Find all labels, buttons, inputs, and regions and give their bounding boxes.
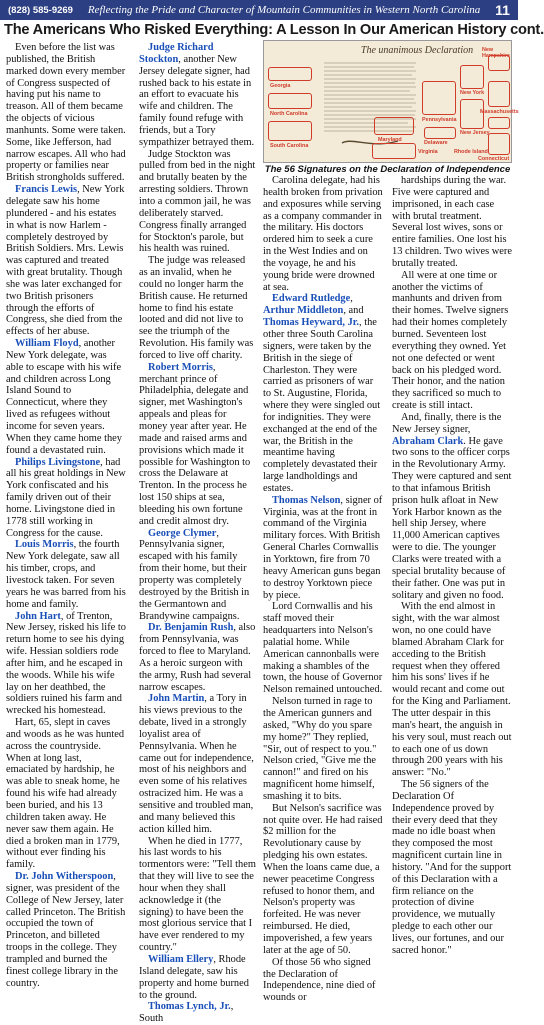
figure-caption: The 56 Signatures on the Declaration of Independence [264, 164, 511, 175]
paragraph-text: , Rhode Island delegate, saw his property and home burned to the ground. [139, 953, 249, 1001]
paragraph: Even before the list was published, the British marked down every member of Congress suspected of having put his name to treason. All of them became the objects of vicious manhunts. Some were taken. Some, like Jefferson, had narrow escapes. All who had property or families near British strongholds suffered. [6, 42, 126, 184]
paragraph: The judge was released as an invalid, when he could no longer harm the British cause. He returned home to find his estate looted and did not live to see the triumph of the Revolution. His family was forced to live off charity. [139, 255, 254, 361]
paragraph [139, 528, 256, 623]
paragraph: hardships during the war. Five were captured and imprisoned, in each case with brutal treatment. Several lost wives, sons or entire families. One lost his 13 children. Two wives were brutally treated. [392, 175, 512, 269]
paragraph: Carolina delegate, had his health broken from privation and exposures while serving as a company commander in the military. His doctors ordered him to seek a cure in the West Indies and on the voyage, he and his young bride were drowned at sea. [263, 175, 383, 293]
signature-box-rhode-island [488, 117, 510, 129]
state-label: New York [460, 90, 485, 96]
paragraph: Of those 56 who signed the Declaration of Independence, nine died of wounds or [263, 956, 376, 1004]
signature-box-north-carolina [268, 93, 312, 109]
signer-name: Arthur Middleton [263, 305, 344, 317]
page-number: 11 [495, 2, 510, 18]
signer-name: Thomas Lynch, Jr. [148, 1001, 231, 1013]
signer-name: Francis Lewis [15, 184, 78, 196]
tagline: Reflecting the Pride and Character of Mountain Communities in Western North Carolina [87, 4, 481, 16]
paragraph-text: , the fourth New York delegate, saw all his timber, crops, and livestock taken. For seven years he was barred from his home and family. [6, 539, 126, 610]
state-label: Maryland [378, 137, 402, 143]
article-column-3 [263, 175, 383, 1004]
paragraph [392, 412, 512, 602]
paragraph-text: , merchant prince of Philadelphia, delegate and signer, met Washington's appeals and pleas for money year after year. He made and raised arms and provisions which made it possible for Washington to cross the Delaware at Trenton. In the process he lost 150 ships at sea, bleeding his own fortune and credit almost dry. [139, 361, 251, 527]
paragraph [139, 693, 256, 835]
signer-name: George Clymer [148, 527, 217, 539]
masthead-bar [0, 0, 518, 20]
paragraph-text: , the other three South Carolina signers, were taken by the British in the siege of Charleston. They were carried as prisoners of war to St. Augustine, Florida, where they were singled out for indignities. They were exchanged at the end of the war, the British in the meantime having completely devastated their large landholdings and estates. [263, 317, 381, 494]
signer-name: Thomas Heyward, Jr. [263, 317, 360, 329]
signature-box-maryland [374, 117, 414, 135]
signature-box-south-carolina [268, 121, 312, 141]
signature-box-connecticut [488, 133, 510, 155]
state-label: South Carolina [270, 143, 309, 149]
paragraph [6, 338, 126, 456]
paragraph [6, 611, 126, 718]
paragraph [263, 293, 383, 494]
paragraph [139, 362, 256, 528]
document-title: The unanimous Declaration [360, 45, 474, 56]
paragraph: Lord Cornwallis and his staff moved their headquarters into Nelson's palatial home. While American cannonballs were making a shambles of the town, the house of Governor Nelson remained untouched. [263, 601, 383, 696]
signer-name: Abraham Clark [392, 435, 464, 447]
state-label: Georgia [270, 83, 291, 89]
paragraph [6, 184, 126, 338]
paragraph: When he died in 1777, his last words to his tormentors were: "Tell them that they will live to see the hour when they shall acknowledge it (the signing) to have been the most glorious service that I have ever rendered to my country." [139, 835, 256, 954]
signature-box-delaware [424, 127, 456, 139]
signature-box-massachusetts [488, 81, 510, 107]
paragraph-text: , South [139, 1001, 234, 1025]
paragraph [6, 457, 126, 540]
paragraph-text: , another New York delegate, was able to escape with his wife and children across Long Island Sound to Connecticut, where they lived as refugees without income for seven years. When they came home they found a devastated ruin. [6, 338, 122, 456]
separator: , [350, 293, 353, 305]
state-label: Virginia [418, 149, 438, 155]
state-label: New Hampshire [482, 47, 510, 59]
signer-name: William Ellery [148, 953, 214, 965]
signer-name: Dr. Benjamin Rush [148, 622, 234, 634]
paragraph-text: , signer, was president of the College of New Jersey, later called Princeton. The British occupied the town of Princeton, and billeted troops in the college. They trampled and burned the finest college library in the country. [6, 871, 126, 989]
paragraph-text: And, finally, there is the New Jersey signer, [392, 411, 502, 435]
signer-name: Edward Rutledge [272, 293, 351, 305]
paragraph [139, 622, 256, 693]
signature-box-virginia [372, 143, 416, 159]
article-column-2 [139, 42, 256, 1025]
declaration-figure [263, 40, 519, 175]
state-label: Connecticut [478, 156, 510, 162]
signer-name: Judge Richard Stockton [139, 42, 214, 65]
state-label: North Carolina [270, 111, 308, 117]
signature-box-georgia [268, 67, 312, 81]
signer-name: Thomas Nelson [272, 494, 341, 506]
paragraph: All were at one time or another the victims of manhunts and driven from their homes. Twelve signers had their homes completely burned. Seventeen lost everything they owned. Yet not one defected or went back on his pledged word. Their honor, and the nation they sacrificed so much to create is still intact. [392, 269, 509, 412]
state-label: Rhode Island [454, 149, 488, 155]
signature-box-new-york [460, 65, 484, 89]
paragraph [139, 42, 256, 149]
paragraph [6, 539, 126, 610]
signer-name: William Floyd [15, 338, 79, 350]
paragraph-text: , also from Pennsylvania, was forced to flee to Maryland. As a heroic surgeon with the army, Rush had several narrow escapes. [139, 622, 256, 693]
separator: , and [343, 305, 364, 317]
state-label: Delaware [424, 140, 448, 146]
signature-box-pennsylvania [422, 81, 456, 115]
state-label: Pennsylvania [422, 117, 457, 123]
declaration-image [263, 40, 519, 163]
article-column-1 [6, 42, 126, 989]
signer-name: Robert Morris [148, 361, 213, 373]
paragraph-text: , had all his great holdings in New York confiscated and his family driven out of their home. Livingstone died in 1778 still working in Congress for the cause. [6, 456, 126, 539]
state-label: Massachusetts [480, 109, 519, 115]
paragraph-text: , another New Jersey delegate signer, had rushed back to his estate in an effort to evacuate his wife and children. The family found refuge with friends, but a Tory sympathizer betrayed them. [139, 53, 255, 148]
paragraph: Hart, 65, slept in caves and woods as he was hunted across the countryside. When at long last, emaciated by hardship, he was able to sneak home, he found his wife had already been buried, and his 13 children taken away. He never saw them again. He died a broken man in 1779, without ever finding his family. [6, 717, 125, 871]
article-headline: The Americans Who Risked Everything: A Lesson In Our American History cont. [4, 22, 544, 38]
paragraph-text: , signer of Virginia, was at the front in command of the Virginia military forces. With British General Charles Cornwallis in Yorktown, fire from 70 heavy American guns began to destroy Yorktown piece by piece. [263, 494, 383, 601]
state-label: New Jersey [460, 130, 490, 136]
signer-name: Louis Morris [15, 539, 74, 551]
paragraph-text: , Pennsylvania signer, escaped with his family from their home, but their property was completely destroyed by the British in the Germantown and Brandywine campaigns. [139, 527, 250, 622]
signer-name: John Martin [148, 693, 205, 705]
paragraph: But Nelson's sacrifice was not quite over. He had raised $2 million for the Revolutionary cause by pledging his own estates. When the loans came due, a newer peacetime Congress refused to honor them, and Nelson's property was forfeited. He was never reimbursed. He died, impoverished, a few years later at the age of 50. [263, 802, 383, 956]
paragraph [139, 1001, 256, 1025]
article-column-4 [392, 175, 512, 956]
paragraph: Judge Stockton was pulled from bed in the night and brutally beaten by the arresting soldiers. Thrown into a common jail, he was deliberately starved. Congress finally arranged for Stockton's parole, but his health was ruined. [139, 148, 256, 255]
paragraph [139, 954, 256, 1001]
paragraph-text: , of Trenton, New Jersey, risked his life to return home to see his dying wife. Hessian soldiers rode after him, and he escaped in the woods. While his wife lay on her deathbed, the soldiers ruined his farm and wrecked his homestead. [6, 610, 126, 717]
paragraph-text: . He gave two sons to the officer corps in the Revolutionary Army. They were captured and sent to that infamous British prison hulk afloat in New York Harbor known as the hell ship Jersey, where 11,000 American captives were to die. The younger Clarks were treated with a special brutality because of their father. One was put in solitary and given no food. [392, 435, 512, 601]
paragraph [6, 871, 126, 989]
signer-name: John Hart [15, 610, 61, 622]
paragraph [263, 495, 383, 602]
paragraph: The 56 signers of the Declaration Of Independence proved by their every deed that they made no idle boast when they composed the most magnificent curtain line in history. "And for the support of this Declaration with a firm reliance on the protection of divine providence, we mutually pledge to each other our lives, our fortunes, and our sacred honor." [392, 779, 512, 956]
signer-name: Dr. John Witherspoon [15, 871, 114, 883]
paragraph-text: , a Tory in his views previous to the debate, lived in a strongly loyalist area of Pennsylvania. When he came out for independence, most of his neighbors and even some of his relatives ostracized him. He was a sensitive and troubled man, and many believed this action killed him. [139, 693, 254, 835]
signer-name: Philips Livingstone [15, 456, 101, 468]
phone-number: (828) 585-9269 [8, 4, 73, 16]
paragraph-text: , New York delegate saw his home plundered - and his estates in what is now Harlem - completely destroyed by British Soldiers. Mrs. Lewis was captured and treated with great brutality. Though she was later exchanged for two British prisoners through the efforts of Congress, she died from the effects of her abuse. [6, 184, 125, 338]
paragraph: Nelson turned in rage to the American gunners and asked, "Why do you spare my home?" They replied, "Sir, out of respect to you." Nelson cried, "Give me the cannon!" and fired on his magnificent home himself, smashing it to bits. [263, 696, 377, 802]
paragraph: With the end almost in sight, with the war almost won, no one could have blamed Abraham Clark for acceding to the British request when they offered him his sons' lives if he would recant and come out for the King and Parliament. The utter despair in this man's heart, the anguish in his very soul, must reach out to each one of us down through 200 years with his answer: "No." [392, 601, 512, 779]
